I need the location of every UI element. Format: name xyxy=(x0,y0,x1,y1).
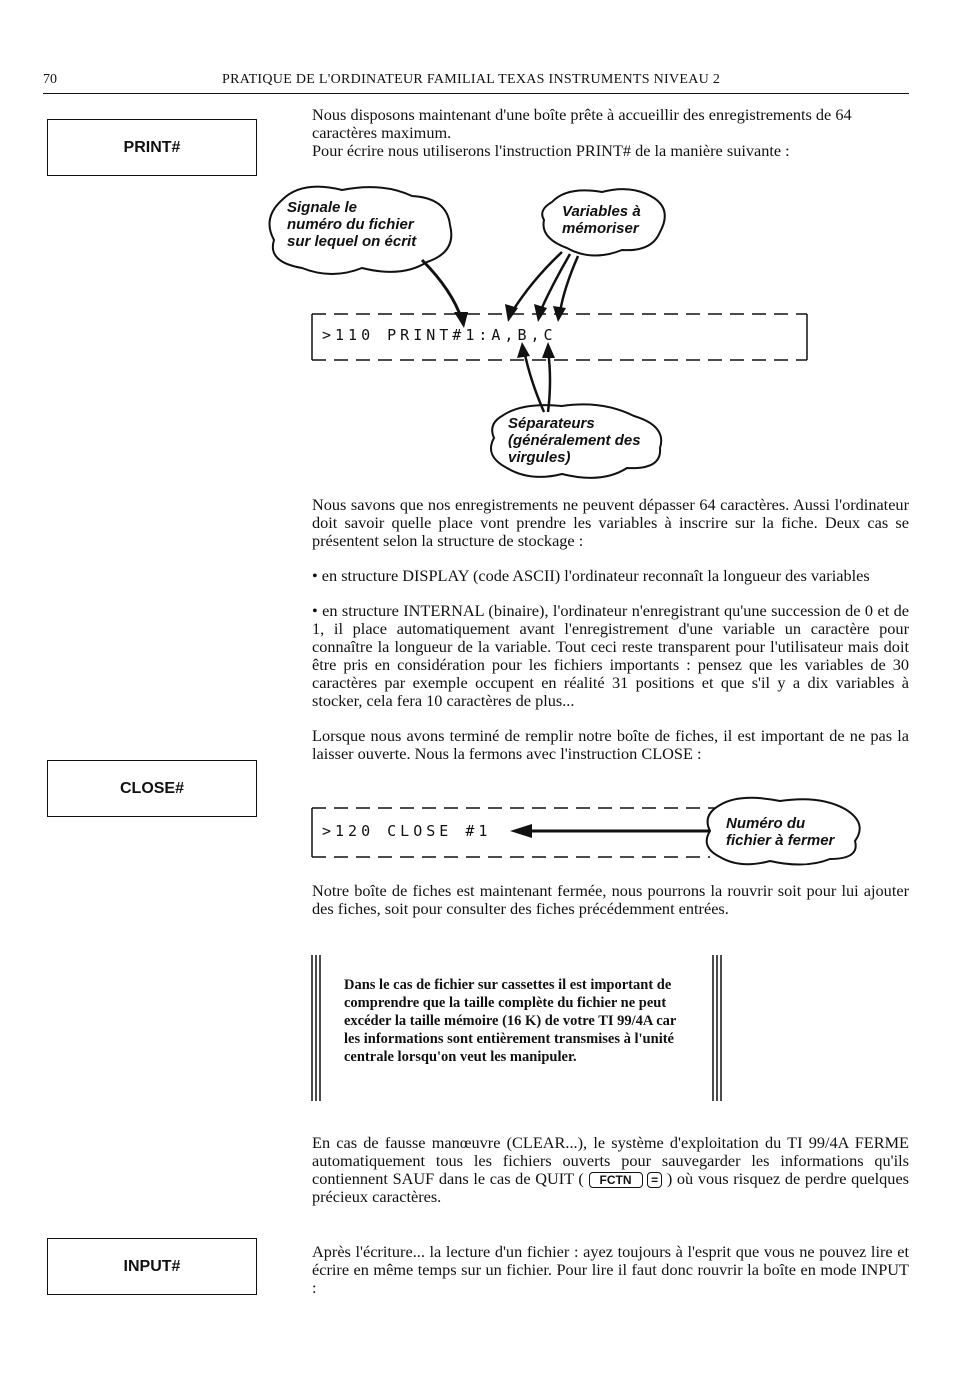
code-close: >120 CLOSE #1 xyxy=(322,822,492,840)
para-quit-text: En cas de fausse manœuvre (CLEAR...), le système d'exploitation du TI 99/4A FERME automatiquement tous les fichiers ouverts pour sauvegarder les informations qu'ils contiennent SAUF dans le cas de QUIT ( xyxy=(312,1133,909,1188)
bubble-file-line-3: sur lequel on écrit xyxy=(287,233,417,250)
body-section-1 xyxy=(312,496,909,763)
bubble-vars-line-1: Variables à xyxy=(562,203,641,220)
bubble-close-text xyxy=(726,815,834,849)
intro-paragraph xyxy=(312,106,909,160)
intro-line-1: Nous disposons maintenant d'une boîte prête à accueillir des enregistrements de 64 caractères maximum. xyxy=(312,105,852,142)
para-64-chars: Nous savons que nos enregistrements ne peuvent dépasser 64 caractères. Aussi l'ordinateur doit savoir quelle place vont prendre les variables à inscrire sur la fiche. Deux cas se présentent selon la structure de stockage : xyxy=(312,495,909,550)
sidebar-input: INPUT# xyxy=(47,1238,257,1295)
bubble-file-line-2: numéro du fichier xyxy=(287,216,414,233)
fctn-key: FCTN xyxy=(589,1172,643,1188)
note-text: Dans le cas de fichier sur cassettes il est important de comprendre que la taille complète du fichier ne peut excéder la taille mémoire (16 K) de votre TI 99/4A car les informations sont entièrement transmises à l'unité centrale lorsqu'on veut les manipuler. xyxy=(344,977,677,1065)
running-header: PRATIQUE DE L'ORDINATEUR FAMILIAL TEXAS INSTRUMENTS NIVEAU 2 xyxy=(222,72,721,87)
para-internal: • en structure INTERNAL (binaire), l'ordinateur n'enregistrant qu'une succession de 0 et de 1, il place automatiquement avant l'enregistrement d'une variable un caractère pour connaître la longueur de la variable. Tout ceci reste transparent pour l'utilisateur mais doit être pris en considération pour les fichiers importants : pensez que les variables de 30 caractères par exemple occupent en réalité 31 positions et que s'il y a dix variables à stocker, cela fera 10 caractères de plus... xyxy=(312,601,909,710)
bubble-sep-line-3: virgules) xyxy=(508,449,571,466)
header-rule xyxy=(43,93,909,94)
para-quit-end: ) où vous risquez de perdre quelques précieux caractères. xyxy=(312,1169,910,1206)
sidebar-print: PRINT# xyxy=(47,119,257,176)
bubble-sep-line-2: (généralement des xyxy=(508,432,641,449)
bubble-vars-text xyxy=(562,203,641,237)
bubble-sep-text xyxy=(508,415,641,466)
para-quit xyxy=(312,1134,909,1206)
body-section-3 xyxy=(312,1134,909,1297)
sidebar-close: CLOSE# xyxy=(47,760,257,817)
code-print: >110 PRINT#1:A,B,C xyxy=(322,326,557,344)
page-number: 70 xyxy=(43,72,57,87)
para-display: • en structure DISPLAY (code ASCII) l'ordinateur reconnaît la longueur des variables xyxy=(312,566,870,585)
para-close-intro: Lorsque nous avons terminé de remplir notre boîte de fiches, il est important de ne pas la laisser ouverte. Nous la fermons avec l'instruction CLOSE : xyxy=(312,726,909,763)
para-closed: Notre boîte de fiches est maintenant fermée, nous pourrons la rouvrir soit pour lui ajouter des fiches, soit pour consulter des fiches précédemment entrées. xyxy=(312,881,909,918)
intro-line-2: Pour écrire nous utiliserons l'instruction PRINT# de la manière suivante : xyxy=(312,141,790,160)
equals-key: = xyxy=(647,1172,662,1188)
bubble-close-line-1: Numéro du xyxy=(726,815,806,832)
body-section-2 xyxy=(312,882,909,918)
bubble-close-line-2: fichier à fermer xyxy=(726,832,835,849)
bubble-file-line-1: Signale le xyxy=(287,199,358,216)
para-input: Après l'écriture... la lecture d'un fichier : ayez toujours à l'esprit que vous ne pouvez lire et écrire en même temps sur un fichier. Pour lire il faut donc rouvrir la boîte en mode INPUT : xyxy=(312,1242,909,1297)
bubble-file-text xyxy=(287,199,416,250)
bubble-vars-line-2: mémoriser xyxy=(562,220,639,237)
bubble-sep-line-1: Séparateurs xyxy=(508,415,595,432)
